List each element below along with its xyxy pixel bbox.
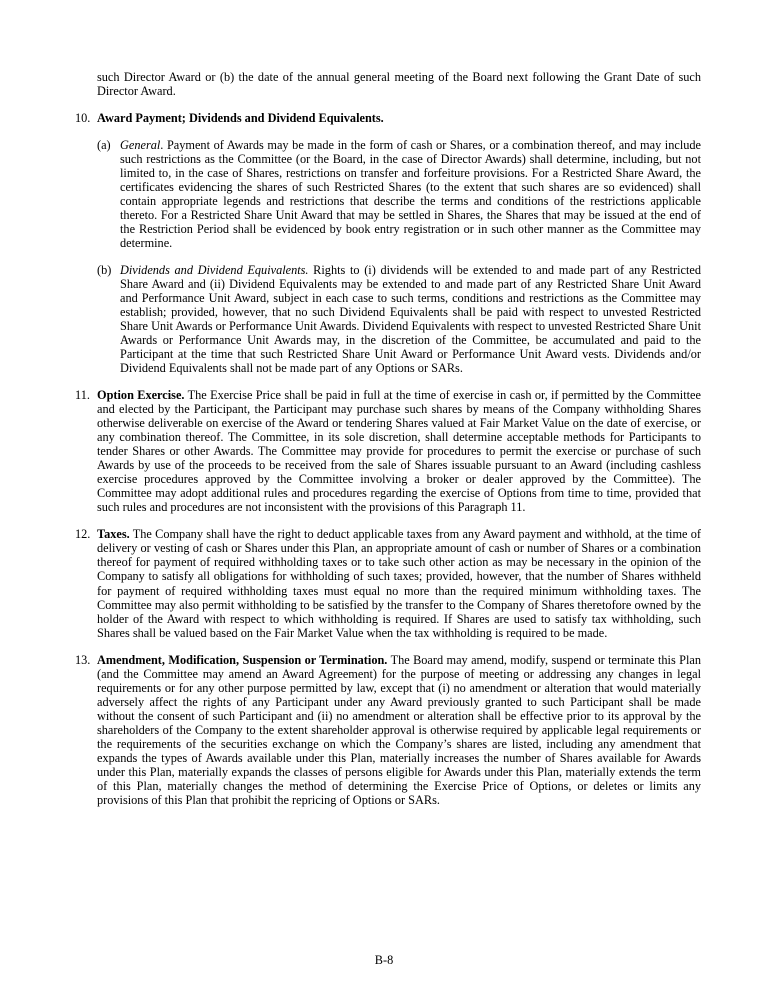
section-paragraph — [97, 653, 701, 807]
subitem-paragraph — [120, 138, 701, 250]
section-body — [97, 111, 701, 375]
section-paragraph — [97, 527, 701, 639]
subitem-body — [120, 138, 701, 250]
section-paragraph — [97, 388, 701, 514]
section-12 — [75, 527, 701, 639]
subitem-letter: (a) — [97, 138, 111, 153]
subitem-lead: General — [120, 138, 161, 153]
subitem-lead: Dividends and Dividend Equivalents. — [120, 263, 309, 278]
section-11 — [75, 388, 701, 514]
section-number: 10. — [75, 111, 91, 126]
section-body — [97, 388, 701, 514]
section-heading-text: Amendment, Modification, Suspension or Termination. — [97, 652, 388, 667]
section-number: 11. — [75, 388, 90, 403]
subitem-a — [97, 138, 701, 250]
section-text: The Exercise Price shall be paid in full at the time of exercise in cash or, if permitted by the Committee and elected by the Participant, the Participant may purchase such shares by means of the Company withholding Shares otherwise deliverable on exercise of the Award or tendering Shares valued at Fair Market Value on the date of exercise, or any combination thereof. The Committee, in its sole discretion, shall determine acceptable methods for Participants to tender Shares or other Awards. The Committee may provide for procedures to permit the exercise or purchase of such Awards by use of the proceeds to be received from the sale of Shares issuable pursuant to an Award (including cashless exercise procedures approved by the Committee involving a broker or dealer approved by the Committee). The Committee may adopt additional rules and procedures regarding the exercise of Options from time to time, provided that such rules and procedures are not inconsistent with the provisions of this Paragraph 11. — [97, 388, 701, 515]
subitem-text: . Payment of Awards may be made in the form of cash or Shares, or a combination thereof, and may include such restrictions as the Committee (or the Board, in the case of Director Awards) shall determine, including, but not limited to, in the case of Shares, restrictions on transfer and forfeiture provisions. For a Restricted Share Award, the certificates evidencing the shares of such Restricted Shares (to the extent that such shares are so evidenced) shall contain appropriate legends and restrictions that describe the terms and conditions of the restrictions applicable thereto. For a Restricted Share Unit Award that may be settled in Shares, the Shares that may be issued at the end of the Restriction Period shall be evidenced by book entry registration or in such other manner as the Committee may determine. — [120, 138, 701, 251]
section-text: The Board may amend, modify, suspend or terminate this Plan (and the Committee may amend an Award Agreement) for the purpose of meeting or addressing any changes in legal requirements or for any other purpose permitted by law, except that (i) no amendment or alteration that would materially adversely affect the rights of any Participant under any Award previously granted to such Participant shall be made without the consent of such Participant and (ii) no amendment or alteration shall be effective prior to its approval by the shareholders of the Company to the extent shareholder approval is otherwise required by applicable legal requirements or the requirements of the securities exchange on which the Company’s shares are listed, including any amendment that expands the types of Awards available under this Plan, materially increases the number of Shares available for Awards under this Plan, materially expands the classes of persons eligible for Awards under this Plan, materially extends the term of this Plan, materially changes the method of determining the Exercise Price of Options, or deletes or limits any provisions of this Plan that prohibit the repricing of Options or SARs. — [97, 652, 701, 807]
section-10 — [75, 111, 701, 375]
subitem-letter: (b) — [97, 263, 112, 278]
section-number: 13. — [75, 652, 91, 667]
subitem-b — [97, 263, 701, 375]
section-text: The Company shall have the right to deduct applicable taxes from any Award payment and withhold, at the time of delivery or vesting of cash or Shares under this Plan, an appropriate amount of cash or number of Shares or a combination thereof for payment of required withholding taxes or to take such other action as may be necessary in the opinion of the Company to satisfy all obligations for withholding of such taxes; provided, however, that the number of Shares withheld for payment of required withholding taxes must equal no more than the required minimum withholding taxes. The Committee may also permit withholding to be satisfied by the transfer to the Company of Shares theretofore owned by the holder of the Award with respect to which withholding is required. If Shares are used to satisfy tax withholding, such Shares shall be valued based on the Fair Market Value when the tax withholding is required to be made. — [97, 527, 701, 640]
subitem-text: Rights to (i) dividends will be extended to and made part of any Restricted Share Award and (ii) Dividend Equivalents may be extended to and made part of any Restricted Share Unit Award and Performance Unit Award, subject in each case to such terms, conditions and restrictions as the Committee may establish; provided, however, that no such Dividend Equivalents shall be paid with respect to unvested Restricted Share Unit Awards or Performance Unit Awards. Dividend Equivalents with respect to unvested Restricted Share Unit Awards or Performance Unit Awards may, in the discretion of the Committee, be accumulated and paid to the Participant at the time that such Restricted Share Unit Award or Performance Unit Award vests. Dividends and/or Dividend Equivalents shall not be made part of any Options or SARs. — [120, 263, 702, 376]
subitem-body — [120, 263, 701, 375]
page-number: B-8 — [374, 952, 394, 967]
section-heading-text: Taxes. — [97, 527, 130, 542]
section-13 — [75, 653, 701, 807]
subitem-paragraph — [120, 263, 701, 375]
section-body — [97, 653, 701, 807]
section-number: 12. — [75, 527, 91, 542]
section-heading — [97, 111, 701, 125]
continuation-paragraph: such Director Award or (b) the date of the annual general meeting of the Board next following the Grant Date of such Director Award. — [97, 70, 701, 99]
section-body — [97, 527, 701, 639]
section-heading-text: Option Exercise. — [97, 388, 185, 403]
section-heading-text: Award Payment; Dividends and Dividend Equivalents. — [97, 111, 384, 126]
